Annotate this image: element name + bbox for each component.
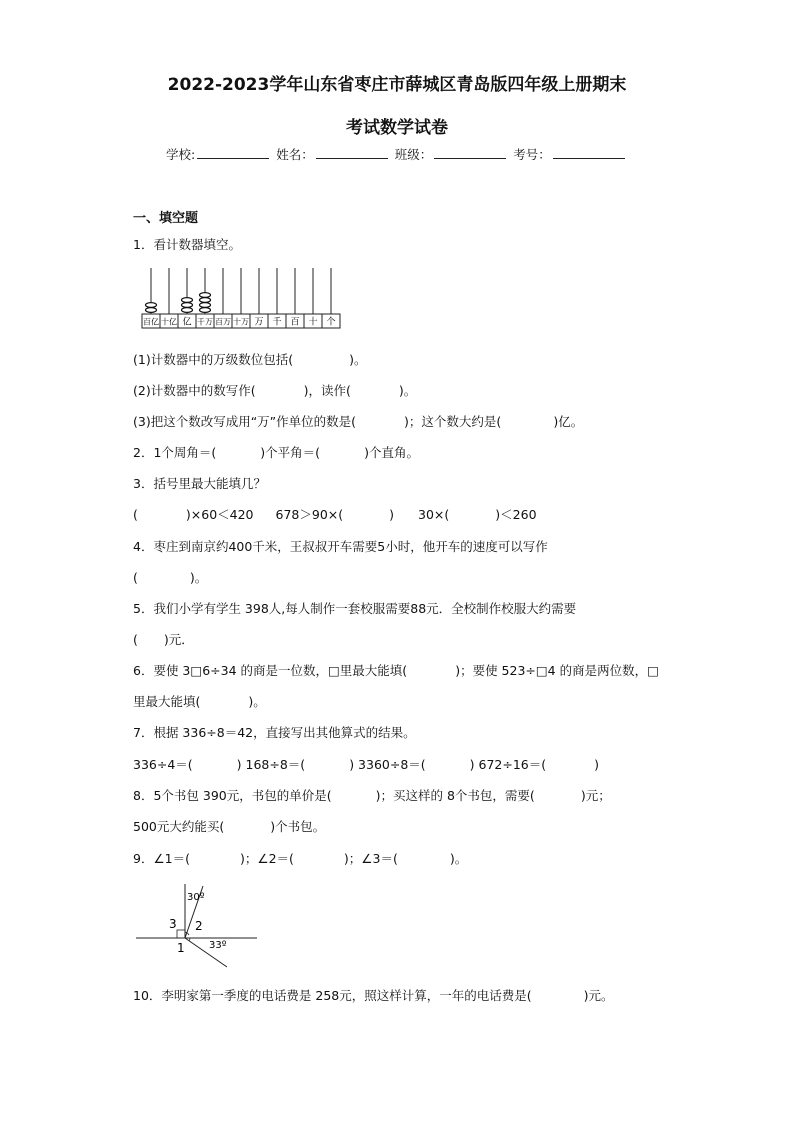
q9-text-b: )；∠2＝( — [240, 851, 294, 866]
q10-text-a: 10．李明家第一季度的电话费是 258元，照这样计算，一年的电话费是( — [133, 988, 532, 1003]
q3-text-f: )＜260 — [495, 507, 537, 522]
q7-text-2: ) 168÷8＝( — [236, 757, 306, 772]
q7-text-5: ) — [594, 757, 600, 772]
abacus-place-label: 十 — [308, 317, 318, 328]
q5-text-b: )元． — [163, 632, 194, 647]
angle-label-30: 30º — [187, 892, 205, 903]
q7-stem: 7．根据 336÷8＝42，直接写出其他算式的结果。 — [133, 725, 416, 740]
q1-p1-text-a: (1)计数器中的万级数位包括( — [133, 352, 294, 367]
number-blank[interactable] — [553, 146, 625, 159]
abacus-bead — [200, 308, 211, 313]
angle-number-1: 1 — [177, 941, 185, 955]
q6-text-c: 里最大能填( — [133, 694, 201, 709]
abacus-place-label: 百万 — [215, 317, 231, 327]
q10 — [133, 986, 614, 1004]
q4-answer — [133, 568, 207, 586]
q8-text-a: 8．5个书包 390元，书包的单价是( — [133, 788, 332, 803]
abacus-place-label: 十亿 — [161, 317, 177, 327]
name-label: 姓名： — [276, 147, 314, 162]
abacus-place-label: 千 — [272, 317, 282, 328]
q1-stem: 1．看计数器填空。 — [133, 237, 241, 252]
q5-answer — [133, 630, 194, 648]
class-blank[interactable] — [434, 146, 506, 159]
abacus-bead — [182, 303, 193, 308]
q2-text-b: )个平角＝( — [260, 445, 321, 460]
q3-text-c: 678＞90×( — [275, 507, 344, 522]
q2-text-a: 2．1个周角＝( — [133, 445, 217, 460]
name-blank[interactable] — [316, 146, 388, 159]
q4-text-b: )。 — [189, 570, 208, 585]
q4-text-a: ( — [133, 570, 138, 585]
abacus-place-label: 百亿 — [143, 317, 159, 327]
q1-p2-text-b: )，读作( — [303, 383, 351, 398]
school-blank[interactable] — [197, 146, 269, 159]
angle-diagram — [133, 880, 263, 970]
q3-text-b: )×60＜420 — [185, 507, 254, 522]
q7-items — [133, 755, 599, 773]
abacus-bead — [182, 308, 193, 313]
q1-p2-text-a: (2)计数器中的数写作( — [133, 383, 256, 398]
q1-part1 — [133, 350, 366, 368]
abacus-place-label: 十万 — [233, 317, 249, 327]
student-info-row — [166, 145, 628, 163]
q8-line1 — [133, 786, 611, 804]
q1-p3-text-b: )；这个数大约是( — [404, 414, 502, 429]
q1-p1-text-b: )。 — [349, 352, 367, 367]
q4-stem: 4．枣庄到南京约400千米，王叔叔开车需要5小时，他开车的速度可以写作 — [133, 539, 548, 554]
q6-line1 — [133, 661, 659, 679]
q5-stem: 5．我们小学有学生 398人,每人制作一套校服需要88元．全校制作校服大约需要 — [133, 601, 577, 616]
q1-p3-text-c: )亿。 — [553, 414, 584, 429]
abacus-bead — [182, 298, 193, 303]
abacus-place-label: 百 — [290, 317, 300, 328]
q9-text-a: 9．∠1＝( — [133, 851, 190, 866]
angle-number-3: 3 — [169, 917, 177, 931]
title-line-2: 考试数学试卷 — [346, 118, 448, 138]
abacus-bead — [200, 303, 211, 308]
abacus-place-label: 个 — [326, 317, 336, 328]
class-label: 班级： — [394, 147, 433, 162]
q8-text-c: )元； — [580, 788, 611, 803]
abacus-place-label: 千万 — [197, 317, 213, 327]
q9-text-c: )；∠3＝( — [343, 851, 398, 866]
q10-text-b: )元。 — [583, 988, 614, 1003]
abacus-place-label: 万 — [254, 317, 264, 328]
right-angle-mark — [177, 930, 185, 938]
q6-text-d: )。 — [248, 694, 266, 709]
q8-text-e: )个书包。 — [270, 819, 326, 834]
abacus-bead — [146, 308, 157, 313]
q1-part2 — [133, 381, 416, 399]
abacus-bead — [146, 303, 157, 308]
q6-text-b: )；要使 523÷□4 的商是两位数，□ — [455, 663, 659, 678]
angle-number-2: 2 — [195, 919, 203, 933]
q8-line2 — [133, 817, 325, 835]
q3-stem: 3．括号里最大能填几？ — [133, 476, 266, 491]
number-label: 考号： — [513, 147, 551, 162]
q6-text-a: 6．要使 3□6÷34 的商是一位数，□里最大能填( — [133, 663, 408, 678]
q3-text-d: ) — [389, 507, 395, 522]
q1-p3-text-a: (3)把这个数改写成用“万”作单位的数是( — [133, 414, 357, 429]
q1-p2-text-c: )。 — [398, 383, 417, 398]
q7-text-4: ) 672÷16＝( — [469, 757, 547, 772]
q7-text-3: ) 3360÷8＝( — [349, 757, 426, 772]
title-line-1: 2022-2023学年山东省枣庄市薛城区青岛版四年级上册期末 — [167, 75, 627, 95]
section-heading: 一、填空题 — [133, 211, 199, 226]
angle-label-33: 33º — [209, 940, 227, 951]
q3-text-a: ( — [133, 507, 138, 522]
q2 — [133, 443, 419, 461]
q8-text-d: 500元大约能买( — [133, 819, 225, 834]
q8-text-b: )；买这样的 8个书包，需要( — [375, 788, 535, 803]
q9-stem — [133, 849, 467, 867]
abacus-place-label: 亿 — [182, 317, 192, 328]
q3-items — [133, 505, 537, 523]
q9-text-d: )。 — [449, 851, 468, 866]
abacus-bead — [200, 293, 211, 298]
q6-line2 — [133, 692, 266, 710]
q5-text-a: ( — [133, 632, 138, 647]
school-label: 学校: — [166, 147, 196, 162]
abacus-figure — [141, 266, 347, 330]
q2-text-c: )个直角。 — [364, 445, 419, 460]
q1-part3 — [133, 412, 583, 430]
q3-text-e: 30×( — [418, 507, 450, 522]
q7-text-1: 336÷4＝( — [133, 757, 193, 772]
abacus-bead — [200, 298, 211, 303]
